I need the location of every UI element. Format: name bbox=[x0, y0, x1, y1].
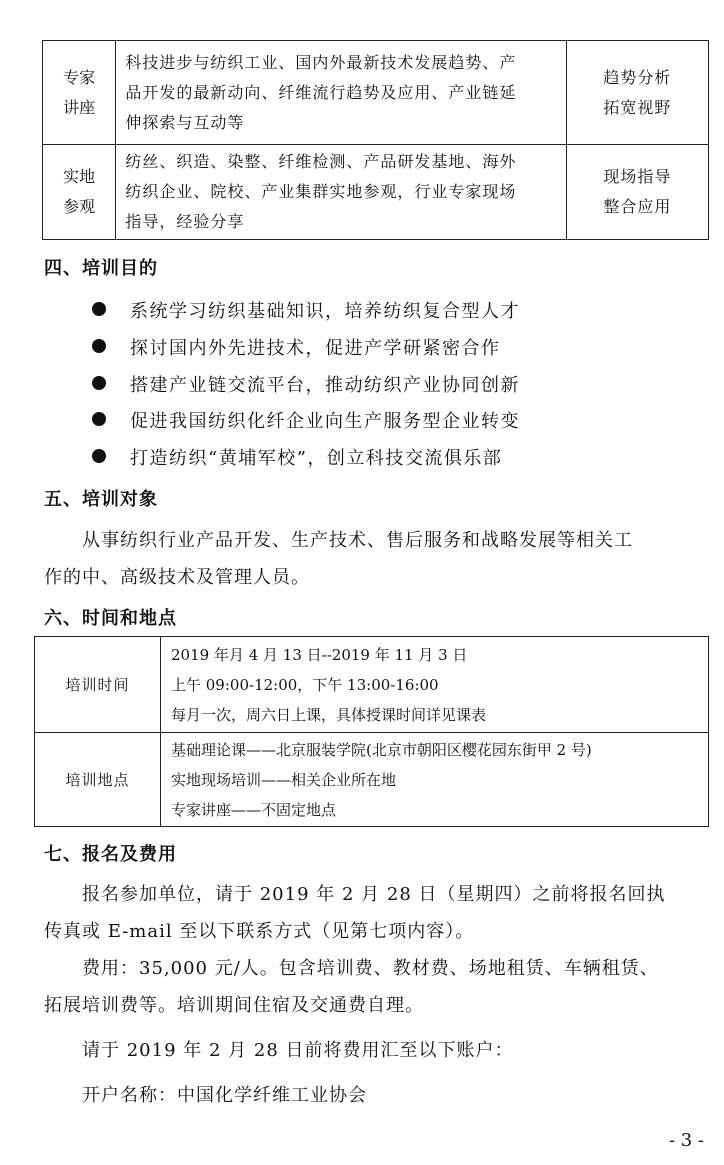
list-item: 打造纺织“黄埔军校”，创立科技交流俱乐部 bbox=[130, 448, 503, 469]
paragraph: 报名参加单位，请于 2019 年 2 月 28 日（星期四）之前将报名回执 传真或 E-mail 至以下联系方式（见第七项内容）。 费用：35,000 元/人。包含培训费、教材费、场地租赁、车辆租赁、 拓展培训费等。培训期间住宿及交通费自理。 请于 2019 年 2 月 28 日前将费用汇至以下账户： 开户名称：中国化学纤维工业协会 bbox=[44, 884, 666, 1106]
row-content: 基础理论课——北京服装学院(北京市朝阳区樱花园东街甲 2 号) 实地现场培训——相关企业所在地 专家讲座——不固定地点 bbox=[161, 733, 709, 827]
row-content: 纺丝、织造、染整、纤维检测、产品研发基地、海外 纺织企业、院校、产业集群实地参观，行业专家现场 指导，经验分享 bbox=[116, 145, 566, 240]
section-heading: 四、培训目的 bbox=[44, 258, 158, 279]
table-row bbox=[35, 733, 709, 827]
paragraph: 从事纺织行业产品开发、生产技术、售后服务和战略发展等相关工 作的中、高级技术及管理人员。 bbox=[44, 530, 633, 588]
row-label: 专家 讲座 bbox=[43, 41, 116, 145]
list-item: 系统学习纺织基础知识，培养纺织复合型人才 bbox=[130, 301, 520, 322]
page-number: - 3 - bbox=[668, 1130, 704, 1151]
course-table bbox=[42, 40, 709, 240]
row-label: 培训时间 bbox=[35, 637, 161, 733]
bullet-icon bbox=[92, 412, 106, 426]
row-label: 培训地点 bbox=[35, 733, 161, 827]
bullet-icon bbox=[92, 449, 106, 463]
section-heading: 七、报名及费用 bbox=[44, 844, 177, 865]
row-content: 科技进步与纺织工业、国内外最新技术发展趋势、产 品开发的最新动向、纤维流行趋势及应用、产业链延 伸探索与互动等 bbox=[116, 41, 566, 145]
row-aim: 趋势分析 拓宽视野 bbox=[566, 41, 708, 145]
bullet-icon bbox=[92, 339, 106, 353]
table-row bbox=[35, 637, 709, 733]
list-item: 促进我国纺织化纤企业向生产服务型企业转变 bbox=[130, 411, 520, 432]
table-row bbox=[43, 145, 709, 240]
section-heading: 五、培训对象 bbox=[44, 489, 158, 510]
bullet-icon bbox=[92, 302, 106, 316]
row-aim: 现场指导 整合应用 bbox=[566, 145, 708, 240]
list-item: 搭建产业链交流平台，推动纺织产业协同创新 bbox=[130, 375, 520, 396]
list-item: 探讨国内外先进技术，促进产学研紧密合作 bbox=[130, 338, 501, 359]
bullet-icon bbox=[92, 376, 106, 390]
schedule-table bbox=[34, 636, 709, 827]
section-heading: 六、时间和地点 bbox=[44, 608, 177, 629]
row-label: 实地 参观 bbox=[43, 145, 116, 240]
row-content: 2019 年月 4 月 13 日--2019 年 11 月 3 日 上午 09:00-12:00，下午 13:00-16:00 每月一次，周六日上课，具体授课时间详见课表 bbox=[161, 637, 709, 733]
table-row bbox=[43, 41, 709, 145]
